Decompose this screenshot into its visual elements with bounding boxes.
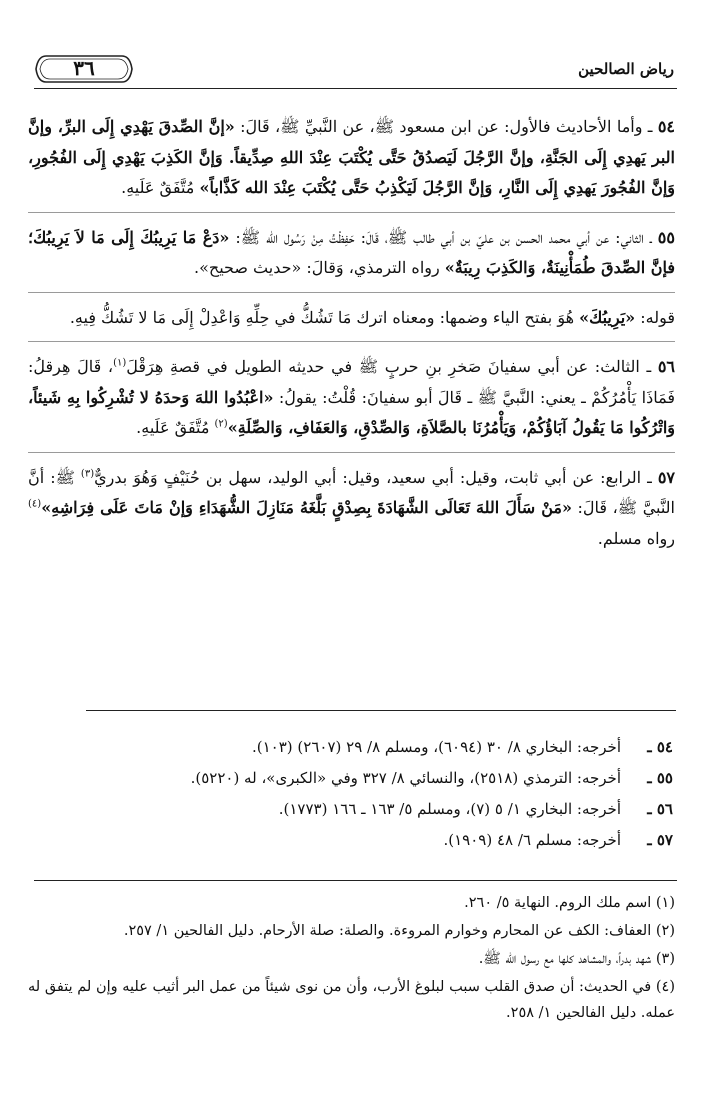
takhrij-rule [86,710,676,711]
hadith-outro: رواه مسلم. [597,528,675,548]
main-text [28,112,675,562]
hadith-outro: مُتَّفَقٌ عَلَيهِ. [136,418,215,437]
hadith-text: «اعْبُدُوا اللهَ وَحدَهُ لا تُشْرِكُوا بِهِ شَيئاً، وَاتْرُكُوا مَا يَقُولُ آبَاؤُكُمْ، وَيَأْمُرُنَا بالصَّلاَةِ، وَالصِّدْقِ، وَالعَفَافِ، وَالصِّلَةِ» [28,387,675,437]
takhrij-row [33,794,673,825]
hadith-55 [28,223,675,284]
takhrij-text: أخرجه: الترمذي (٢٥١٨)، والنسائي ٨/ ٣٢٧ وفي «الكبرى»، له (٥٢٢٠). [190,769,621,787]
takhrij-text: أخرجه: مسلم ٦/ ٤٨ (١٩٠٩). [443,831,621,849]
footnote-ref[interactable]: (٤) [28,498,42,510]
footnote-ref[interactable]: (١) [113,357,127,369]
hadith-55-note [28,303,675,334]
hadith-outro: مُتَّفَقٌ عَلَيهِ. [121,178,200,197]
hadith-number: ٥٤ [657,117,675,136]
header-rule [34,88,677,89]
paragraph-divider [28,292,675,293]
note-intro: قوله: [635,307,675,327]
hadith-number: ٥٥ [657,227,675,247]
takhrij-number: ٥٦ ـ [647,800,673,818]
paragraph-divider [28,452,675,453]
takhrij-row [33,732,673,763]
hadith-text: «إنَّ الصِّدقَ يَهْدِي إِلَى البرِّ، وإنَّ البر يَهدِي إِلَى الجَنَّةِ، وإنَّ الرَّجُلَ لَيَصدُقُ حَتَّى يُكْتَبَ عِنْدَ اللهِ صِدِّيقاً. وَإنَّ الكَذِبَ يَهْدِي إِلَى الفُجُورِ، وَإنَّ الفُجُورَ يَهدِي إِلَى النَّارِ، وَإنَّ الرَّجُلَ لَيَكْذِبُ حَتَّى يُكْتَبَ عِنْدَ الله كَذَّاباً» [28,117,675,197]
hadith-text: «مَنْ سَأَلَ اللهَ تَعَالَى الشَّهَادَةَ بِصِدْقٍ بَلَّغَهُ مَنَازِلَ الشُّهَدَاءِ وَإنْ مَاتَ عَلَى فِرَاشِهِ» [41,498,572,517]
hadith-number: ٥٦ [657,357,676,376]
paragraph-divider [28,341,675,342]
hadith-number: ٥٧ [657,467,675,487]
hadith-57 [28,463,675,555]
takhrij-row [33,825,673,856]
note-word: «يَرِيبُكَ» [579,307,636,327]
takhrij-text: أخرجه: البخاري ٨/ ٣٠ (٦٠٩٤)، ومسلم ٨/ ٢٩ (٢٦٠٧) (١٠٣). [252,738,621,756]
takhrij-number: ٥٧ ـ [647,831,673,849]
footnote-3: (٣) شهد بدراً، والمشاهد كلها مع رسول الله ﷺ. [478,951,675,967]
hadith-54 [28,112,675,204]
takhrij-number: ٥٤ ـ [647,738,673,756]
note-text: هُوَ بفتح الياء وضمها: ومعناه اترك مَا تَشُكُّ في حِلِّهِ وَاعْدِلْ إِلَى مَا لا تَشُكُّ فِيهِ. [69,307,580,327]
hadith-mid: ﷺ: أنَّ النَّبيَّ ﷺ، قَالَ: [28,467,676,517]
footnote-ref[interactable]: (٣) [80,468,95,480]
hadith-56 [28,352,675,444]
footnote-1: (١) اسم ملك الروم. النهاية ٥/ ٢٦٠. [464,895,675,911]
hadith-intro: ـ وأما الأحاديث فالأول: عن ابن مسعود ﷺ، عن النَّبيِّ ﷺ، قَالَ: [234,117,658,136]
takhrij-row [33,763,673,794]
takhrij-number: ٥٥ ـ [647,769,673,787]
hadith-mid: ، قَالَ هِرقلُ: فَمَاذَا يَأْمُرُكُمْ ـ يعني: النَّبيَّ ﷺ ـ قَالَ أبو سفيانَ: قُلْتُ: يقولُ: [28,357,676,407]
footnote-2: (٢) العفاف: الكف عن المحارم وخوارم المروءة. والصلة: صلة الأرحام. دليل الفالحين ١/ ٢٥٧. [123,923,675,939]
takhrij-text: أخرجه: البخاري ١/ ٥ (٧)، ومسلم ٥/ ١٦٣ ـ ١٦٦ (١٧٧٣). [278,800,621,818]
footnote-rule [34,880,677,881]
running-title: رياض الصالحين [578,60,674,78]
paragraph-divider [28,212,675,213]
footnote-ref[interactable]: (٢) [214,418,228,430]
hadith-outro: رواه الترمذي، وَقالَ: «حديث صحيح». [194,258,445,277]
takhrij-list [33,732,673,856]
hadith-intro: ـ الثاني: عن أبي محمد الحسن بن عليّ بن أبي طالب ﷺ، قَالَ: حَفِظْتُ مِنْ رَسُول الله ﷺ: [229,227,658,247]
hadith-text: «دَعْ مَا يَرِيبُكَ إِلَى مَا لاَ يَرِيبُكَ؛ فإنَّ الصِّدقَ طُمَأْنِينَةٌ، وَالكَذِبَ رِيبَةٌ» [28,227,675,277]
hadith-intro: ـ الرابع: عن أبي ثابت، وقيل: أبي سعيد، وقيل: أبي الوليد، سهل بن حُنَيْفٍ وَهُوَ بدريٌّ [94,467,658,487]
page-number-frame [34,54,134,84]
page-number: ٣٦ [73,56,95,80]
hadith-intro: ـ الثالث: عن أبي سفيانَ صَخرِ بنِ حربٍ ﷺ في حديثه الطويل في قصةِ هِرَقْلَ [126,357,658,376]
footnote-4: (٤) في الحديث: أن صدق القلب سبب لبلوغ الأرب، وأن من نوى شيئاً من عمل البر أثيب عليه وإن لم يتفق له عمله. دليل الفالحين ١/ ٢٥٨. [28,979,675,1021]
footnotes [28,890,675,1028]
page-header [28,52,674,92]
